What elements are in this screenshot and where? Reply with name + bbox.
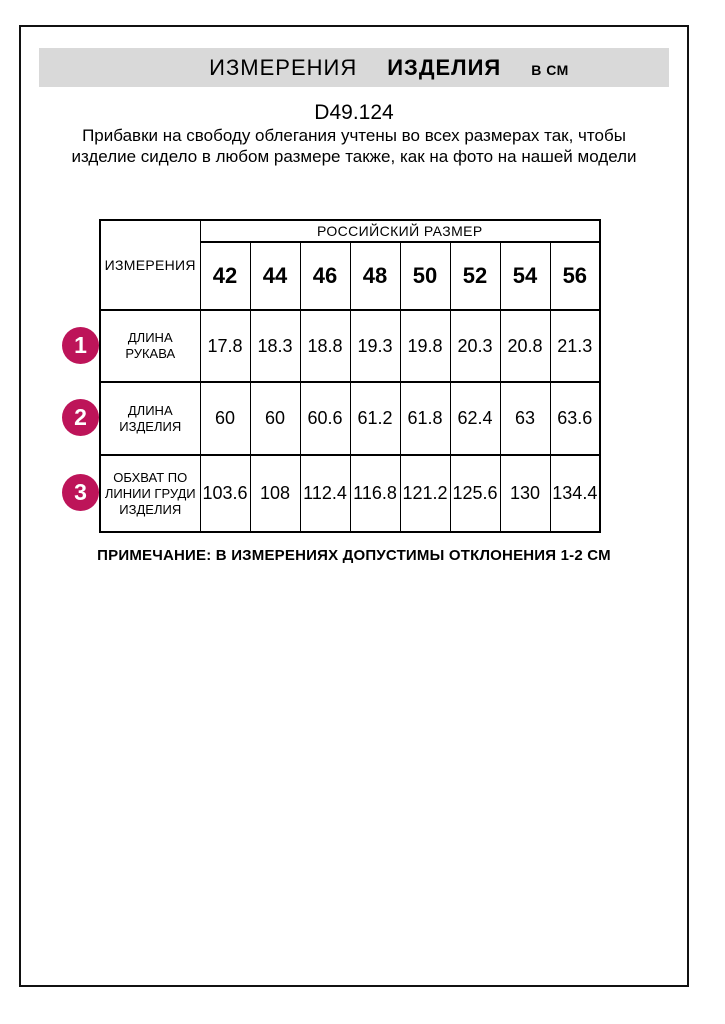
fit-description: Прибавки на свободу облегания учтены во всех размерах так, чтобы изделие сидело в любом размере также, как на фото на нашей модели bbox=[71, 126, 637, 166]
measurement-value: 60 bbox=[250, 382, 300, 455]
size-column-header: 54 bbox=[500, 242, 550, 310]
row-number-badge-3 bbox=[62, 474, 99, 511]
row-number-3-label: 3 bbox=[74, 479, 87, 505]
measurement-value: 21.3 bbox=[550, 310, 600, 382]
russian-size-header: РОССИЙСКИЙ РАЗМЕР bbox=[200, 220, 600, 242]
measurement-value: 61.8 bbox=[400, 382, 450, 455]
measurement-value: 63 bbox=[500, 382, 550, 455]
page-title-word-measurements: ИЗМЕРЕНИЯ bbox=[209, 54, 358, 80]
page-title-word-product: ИЗДЕЛИЯ bbox=[387, 54, 502, 80]
measurement-value: 18.8 bbox=[300, 310, 350, 382]
measurement-value: 63.6 bbox=[550, 382, 600, 455]
measurement-value: 130 bbox=[500, 455, 550, 532]
title-text-group bbox=[209, 55, 569, 81]
size-table-wrapper bbox=[74, 219, 599, 533]
row-label-chest-girth: ОБХВАТ ПО ЛИНИИ ГРУДИ ИЗДЕЛИЯ bbox=[100, 455, 200, 532]
row-number-2-label: 2 bbox=[74, 404, 87, 430]
table-row-garment-length bbox=[100, 382, 600, 455]
size-column-header: 44 bbox=[250, 242, 300, 310]
page-frame bbox=[19, 25, 689, 987]
size-column-header: 48 bbox=[350, 242, 400, 310]
measurement-value: 20.8 bbox=[500, 310, 550, 382]
table-row-sleeve-length bbox=[100, 310, 600, 382]
measurement-value: 18.3 bbox=[250, 310, 300, 382]
measurement-value: 125.6 bbox=[450, 455, 500, 532]
measurement-value: 116.8 bbox=[350, 455, 400, 532]
row-label-garment-length: ДЛИНА ИЗДЕЛИЯ bbox=[100, 382, 200, 455]
measurement-value: 134.4 bbox=[550, 455, 600, 532]
measurement-value: 20.3 bbox=[450, 310, 500, 382]
row-label-sleeve-length: ДЛИНА РУКАВА bbox=[100, 310, 200, 382]
measurement-value: 121.2 bbox=[400, 455, 450, 532]
measurement-value: 61.2 bbox=[350, 382, 400, 455]
table-header-group-row bbox=[100, 220, 600, 242]
table-corner-header: ИЗМЕРЕНИЯ bbox=[100, 220, 200, 310]
tolerance-note: ПРИМЕЧАНИЕ: В ИЗМЕРЕНИЯХ ДОПУСТИМЫ ОТКЛОНЕНИЯ 1-2 СМ bbox=[97, 547, 611, 564]
row-number-badge-2 bbox=[62, 399, 99, 436]
measurement-value: 112.4 bbox=[300, 455, 350, 532]
table-row-chest-girth bbox=[100, 455, 600, 532]
measurement-value: 60.6 bbox=[300, 382, 350, 455]
measurement-value: 62.4 bbox=[450, 382, 500, 455]
measurement-value: 103.6 bbox=[200, 455, 250, 532]
product-code: D49.124 bbox=[314, 101, 394, 124]
page-title-unit: В СМ bbox=[531, 61, 569, 78]
size-column-header: 56 bbox=[550, 242, 600, 310]
size-table bbox=[99, 219, 601, 533]
row-number-badge-1 bbox=[62, 327, 99, 364]
size-column-header: 46 bbox=[300, 242, 350, 310]
measurement-value: 17.8 bbox=[200, 310, 250, 382]
measurement-value: 19.8 bbox=[400, 310, 450, 382]
size-column-header: 42 bbox=[200, 242, 250, 310]
title-bar bbox=[39, 48, 669, 87]
measurement-value: 19.3 bbox=[350, 310, 400, 382]
size-column-header: 52 bbox=[450, 242, 500, 310]
size-column-header: 50 bbox=[400, 242, 450, 310]
row-number-1-label: 1 bbox=[74, 332, 87, 358]
measurement-value: 108 bbox=[250, 455, 300, 532]
measurement-value: 60 bbox=[200, 382, 250, 455]
